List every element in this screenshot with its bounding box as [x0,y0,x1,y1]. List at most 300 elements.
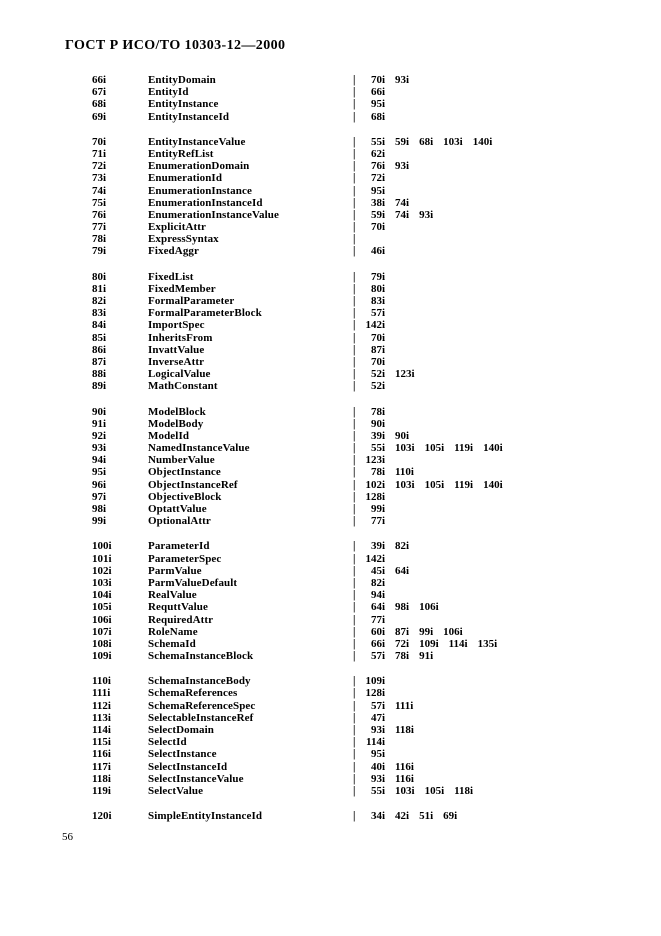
entity-refs [357,577,385,589]
entity-id: 105i [92,601,112,614]
reference-id: 91i [419,650,434,663]
separator-bar: | [353,466,356,479]
entity-refs [357,332,385,344]
reference-id: 99i [419,625,434,638]
entity-refs [357,344,385,356]
index-row [92,148,632,160]
reference-id: 74i [395,196,410,209]
entity-refs [357,601,439,613]
entity-refs [357,221,385,233]
index-row [92,406,632,418]
separator-bar: | [353,245,356,258]
entity-id: 83i [92,307,107,320]
index-group [92,74,632,123]
index-row [92,344,632,356]
separator-bar: | [353,540,356,553]
reference-id: 106i [419,601,439,614]
reference-id: 123i [365,454,385,467]
reference-id: 123i [395,368,415,381]
reference-id: 77i [370,613,385,626]
entity-id: 88i [92,368,107,381]
entity-id: 84i [92,319,107,332]
entity-name: EntityId [148,86,189,99]
entity-refs [357,638,497,650]
separator-bar: | [353,441,356,455]
entity-name: ParameterId [148,540,210,553]
entity-refs [357,172,385,184]
entity-name: InvattValue [148,343,205,356]
reference-id: 55i [370,784,385,797]
reference-id: 40i [370,760,385,773]
reference-id: 111i [395,699,414,712]
reference-id: 39i [370,540,385,553]
reference-id: 57i [370,650,385,663]
reference-id: 105i [424,478,445,491]
entity-name: FixedList [148,270,194,283]
entity-name: SchemaInstanceBody [148,675,251,688]
entity-id: 82i [92,295,107,307]
entity-name: OptattValue [148,503,207,515]
entity-id: 70i [92,135,107,148]
entity-name: SelectId [148,736,187,749]
entity-id: 102i [92,564,112,577]
reference-id: 57i [370,307,385,320]
index-row [92,418,632,430]
entity-refs [357,748,385,760]
reference-id: 79i [370,270,385,283]
reference-id: 76i [370,160,385,173]
entity-refs [357,479,503,491]
separator-bar: | [353,552,356,565]
separator-bar: | [353,355,356,369]
entity-name: SelectDomain [148,724,214,736]
reference-id: 60i [370,625,385,638]
page-number: 56 [62,831,73,843]
reference-id: 57i [370,699,385,712]
reference-id: 90i [370,417,385,430]
index-row [92,810,632,822]
separator-bar: | [353,613,356,626]
entity-id: 106i [92,613,112,626]
entity-refs [357,810,457,822]
separator-bar: | [353,196,356,209]
separator-bar: | [353,637,356,651]
index-row [92,515,632,527]
reference-id: 114i [366,736,385,749]
entity-refs [357,406,385,418]
entity-id: 79i [92,245,107,258]
entity-refs [357,283,385,295]
index-row [92,185,632,197]
index-row [92,577,632,589]
index-row [92,724,632,736]
entity-refs [357,736,385,748]
entity-name: FixedMember [148,282,216,295]
separator-bar: | [353,147,356,161]
entity-name: EntityDomain [148,74,216,86]
index-row [92,491,632,503]
entity-id: 110i [92,675,111,688]
reference-id: 99i [370,503,385,515]
reference-id: 78i [370,466,385,479]
separator-bar: | [353,270,356,283]
entity-refs [357,650,433,662]
entity-name: ObjectInstanceRef [148,478,238,491]
entity-id: 92i [92,429,107,442]
reference-id: 109i [365,675,385,688]
reference-id: 93i [395,74,410,86]
entity-id: 99i [92,515,107,528]
entity-refs [357,700,413,712]
reference-id: 105i [424,442,445,455]
document-standard-header: ГОСТ Р ИСО/ТО 10303-12—2000 [65,38,286,53]
entity-name: EntityInstanceValue [148,135,246,148]
entity-name: EntityInstance [148,98,219,111]
reference-id: 105i [424,784,445,797]
entity-refs [357,86,385,98]
index-row [92,136,632,148]
entity-name: RoleName [148,625,198,638]
index-row [92,601,632,613]
reference-id: 93i [419,208,434,221]
entity-name: ObjectiveBlock [148,490,222,503]
reference-id: 46i [370,245,385,258]
separator-bar: | [353,502,356,516]
reference-id: 140i [483,442,503,455]
reference-id: 59i [370,208,385,221]
reference-id: 93i [370,772,385,785]
entity-name: SelectInstanceId [148,760,228,773]
entity-refs [357,515,385,527]
index-row [92,466,632,478]
entity-id: 111i [92,687,111,700]
separator-bar: | [353,98,356,111]
entity-id: 108i [92,637,112,650]
separator-bar: | [353,784,356,798]
entity-name: MathConstant [148,380,218,393]
entity-id: 118i [92,772,111,785]
entity-id: 69i [92,110,107,123]
reference-id: 82i [370,576,385,589]
reference-id: 66i [370,637,385,650]
entity-id: 109i [92,650,112,663]
separator-bar: | [353,760,356,773]
entity-id: 81i [92,282,107,295]
entity-name: SchemaReferenceSpec [148,699,256,712]
index-group [92,136,632,258]
entity-refs [357,724,414,736]
entity-id: 75i [92,196,107,209]
separator-bar: | [353,772,356,786]
separator-bar: | [353,184,356,197]
index-row [92,283,632,295]
reference-id: 66i [370,86,385,99]
reference-id: 52i [370,368,385,381]
entity-refs [357,687,385,699]
entity-name: EnumerationInstance [148,184,252,197]
separator-bar: | [353,453,356,467]
entity-refs [357,540,409,552]
entity-refs [357,565,409,577]
separator-bar: | [353,601,356,614]
index-row [92,553,632,565]
index-row [92,368,632,380]
index-row [92,479,632,491]
entity-name: RealValue [148,589,197,602]
index-row [92,773,632,785]
entity-name: ParameterSpec [148,552,222,565]
entity-id: 77i [92,221,107,234]
index-row [92,614,632,626]
index-row [92,233,632,245]
entity-refs [357,307,385,319]
entity-id: 73i [92,172,107,185]
reference-id: 52i [370,380,385,393]
separator-bar: | [353,809,356,823]
separator-bar: | [353,135,356,149]
index-row [92,172,632,184]
reference-id: 78i [395,650,410,663]
entity-name: EnumerationDomain [148,160,250,173]
index-group [92,406,632,528]
entity-name: NumberValue [148,454,215,467]
separator-bar: | [353,649,356,663]
entity-id: 94i [92,454,107,467]
index-row [92,675,632,687]
index-row [92,86,632,98]
reference-id: 59i [395,135,410,148]
entity-id: 67i [92,86,107,99]
entity-id: 97i [92,490,107,503]
entity-id: 107i [92,625,112,638]
reference-id: 38i [370,196,385,209]
entity-id: 119i [92,784,111,797]
index-row [92,442,632,454]
reference-id: 64i [370,601,385,614]
reference-id: 47i [370,711,385,724]
reference-id: 116i [395,772,414,785]
entity-refs [357,442,503,454]
index-row [92,650,632,662]
reference-id: 135i [477,637,498,650]
index-row [92,319,632,331]
reference-id: 118i [395,724,414,736]
reference-id: 95i [370,98,385,111]
entity-name: SimpleEntityInstanceId [148,810,263,823]
entity-name: ExpressSyntax [148,233,219,246]
entity-id: 91i [92,417,107,430]
entity-refs [357,185,385,197]
entity-id: 96i [92,478,107,491]
index-row [92,271,632,283]
entity-refs [357,136,492,148]
reference-id: 103i [395,478,415,491]
separator-bar: | [353,380,356,393]
entity-id: 114i [92,724,111,736]
entity-id: 93i [92,442,107,455]
reference-id: 103i [443,135,463,148]
reference-id: 119i [454,442,474,455]
entity-name: ParmValueDefault [148,576,238,589]
index-row [92,160,632,172]
index-row [92,380,632,392]
index-row [92,503,632,515]
entity-refs [357,148,385,160]
separator-bar: | [353,306,356,320]
entity-id: 76i [92,208,107,221]
reference-id: 69i [443,810,458,823]
entity-id: 78i [92,233,107,246]
reference-id: 119i [454,478,474,491]
entity-name: OptionalAttr [148,515,211,528]
reference-id: 93i [395,160,410,173]
entity-name: ModelId [148,429,190,442]
entity-name: ExplicitAttr [148,221,207,234]
separator-bar: | [353,73,356,87]
reference-id: 83i [370,295,385,307]
reference-id: 70i [370,331,385,344]
entity-id: 120i [92,810,112,823]
separator-bar: | [353,319,356,332]
index-row [92,307,632,319]
separator-bar: | [353,699,356,712]
separator-bar: | [353,625,356,638]
index-row [92,295,632,307]
entity-id: 89i [92,380,107,393]
entity-name: RequiredAttr [148,613,214,626]
reference-id: 64i [395,564,410,577]
index-row [92,209,632,221]
entity-id: 117i [92,760,111,773]
entity-name: EnumerationInstanceValue [148,208,279,221]
reference-id: 80i [370,282,385,295]
entity-id: 80i [92,270,107,283]
reference-id: 55i [370,442,385,455]
entity-refs [357,98,385,110]
reference-id: 77i [370,515,385,528]
entity-name: SelectableInstanceRef [148,711,254,724]
entity-refs [357,773,414,785]
reference-id: 62i [370,147,385,160]
index-row [92,712,632,724]
reference-id: 87i [395,625,410,638]
entity-refs [357,761,414,773]
index-group [92,675,632,797]
entity-id: 66i [92,74,107,86]
separator-bar: | [353,687,356,700]
entity-id: 68i [92,98,107,111]
separator-bar: | [353,674,356,688]
index-row [92,356,632,368]
entity-refs [357,614,385,626]
reference-id: 42i [395,810,410,823]
entity-refs [357,626,463,638]
entity-name: ObjectInstance [148,466,221,479]
entity-name: SchemaReferences [148,687,238,700]
reference-id: 94i [370,589,385,602]
entity-refs [357,197,409,209]
entity-refs [357,589,385,601]
separator-bar: | [353,220,356,234]
index-row [92,111,632,123]
entity-id: 90i [92,405,107,418]
reference-id: 74i [395,208,410,221]
entity-name: SelectValue [148,784,204,797]
entity-name: SelectInstance [148,748,217,761]
reference-id: 70i [370,221,385,234]
entity-id: 112i [92,699,111,712]
index-row [92,700,632,712]
entity-name: SchemaInstanceBlock [148,650,254,663]
entity-name: EntityRefList [148,147,214,160]
entity-refs [357,209,433,221]
index-group [92,810,632,822]
index-row [92,761,632,773]
index-row [92,98,632,110]
index-row [92,565,632,577]
entity-name: RequttValue [148,601,208,614]
reference-id: 70i [370,74,385,86]
entity-refs [357,785,473,797]
entity-name: EnumerationId [148,172,223,185]
separator-bar: | [353,110,356,123]
reference-id: 116i [395,760,414,773]
entity-id: 72i [92,160,107,173]
index-row [92,785,632,797]
reference-id: 78i [370,405,385,418]
separator-bar: | [353,294,356,308]
reference-id: 128i [365,687,385,700]
index-row [92,430,632,442]
entity-id: 116i [92,748,111,761]
entity-name: ModelBody [148,417,204,430]
index-row [92,638,632,650]
reference-id: 51i [419,810,434,823]
index-row [92,589,632,601]
reference-id: 140i [472,135,493,148]
index-row [92,736,632,748]
reference-id: 110i [395,466,414,479]
reference-id: 98i [395,601,410,614]
entity-name: ModelBlock [148,405,206,418]
reference-id: 72i [370,172,385,185]
separator-bar: | [353,367,356,381]
entity-name: FormalParameterBlock [148,307,262,320]
entity-refs [357,675,385,687]
entity-refs [357,430,409,442]
separator-bar: | [353,564,356,578]
entity-name: InheritsFrom [148,331,213,344]
reference-id: 142i [365,319,385,332]
separator-bar: | [353,490,356,504]
entity-id: 98i [92,503,107,515]
index-row [92,197,632,209]
reference-id: 106i [443,625,463,638]
index-row [92,540,632,552]
index-row [92,454,632,466]
entity-id: 115i [92,736,111,749]
entity-id: 74i [92,184,107,197]
entity-refs [357,319,385,331]
entity-name: ImportSpec [148,319,205,332]
entity-name: FixedAggr [148,245,200,258]
reference-id: 140i [483,478,503,491]
separator-bar: | [353,208,356,222]
index-group [92,271,632,393]
reference-id: 142i [365,552,385,565]
reference-id: 34i [370,810,385,823]
reference-id: 93i [370,724,385,736]
